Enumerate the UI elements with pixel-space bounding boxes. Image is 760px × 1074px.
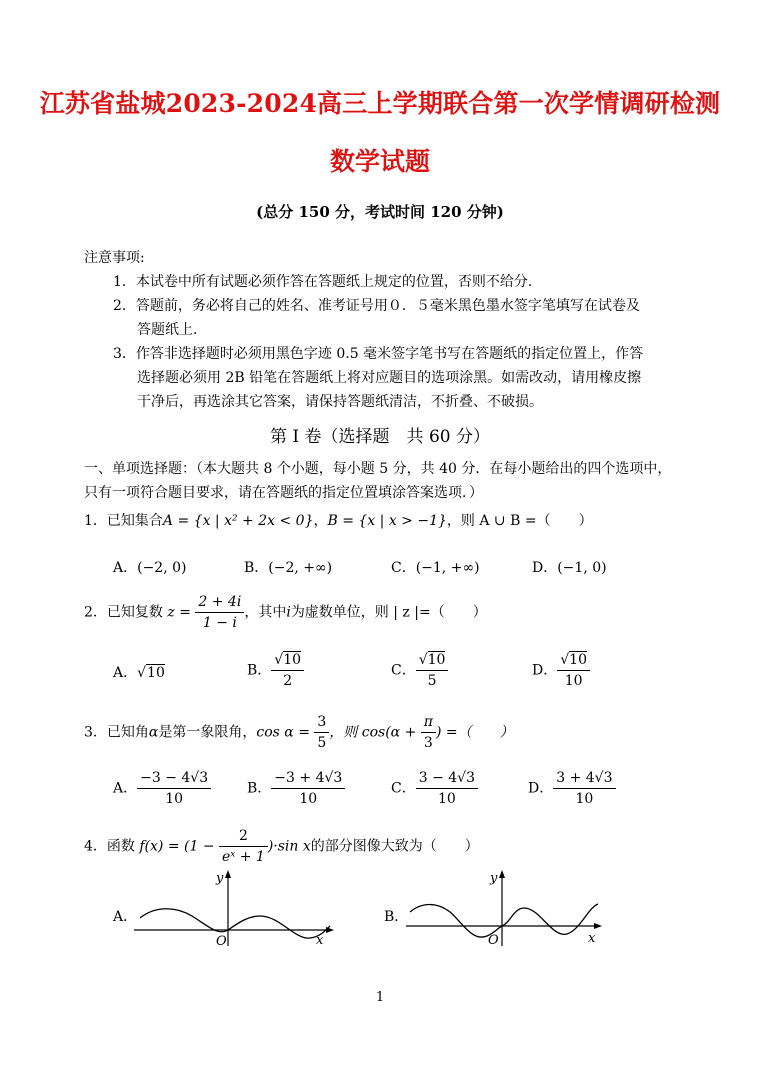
q2-option-a[interactable]: A．√10 [113, 665, 165, 681]
q3-option-a[interactable]: A． $\frac{-3 - 4√3}{10}$ [113, 768, 211, 809]
q1-option-a[interactable]: A．(−2, 0) [113, 560, 187, 576]
notice-item-1: 1．本试卷中所有试题必须作答在答题纸上规定的位置，否则不给分． [113, 274, 542, 290]
svg-text:x: x [588, 931, 596, 946]
page-number: 1 [375, 990, 385, 1005]
svg-text:O: O [216, 934, 227, 948]
question-3: 3．已知角α是第一象限角，cos α = $\frac{3}{5}$ ，则 cos(α + $\frac{\pi}{3}$ ) =（ ） [84, 714, 514, 751]
q4-option-b-label[interactable]: B． [384, 909, 409, 925]
score-and-time: (总分 150 分，考试时间 120 分钟) [256, 203, 504, 221]
q2-option-d[interactable]: D． $\frac{√10}{10}$ [532, 650, 590, 691]
q4-graph-b[interactable] [402, 868, 612, 948]
question-1: 1．已知集合A = {x | x² + 2x < 0}，B = {x | x > −1}，则 A ∪ B =（ ） [84, 513, 593, 529]
section-title: 第 I 卷（选择题 共 60 分） [270, 427, 490, 447]
q1-option-b[interactable]: B．(−2, +∞) [244, 560, 333, 576]
svg-text:x: x [316, 933, 324, 948]
q3-option-b[interactable]: B． $\frac{-3 + 4√3}{10}$ [247, 768, 345, 809]
exam-title: 江苏省盐城2023-2024高三上学期联合第一次学情调研检测 [39, 89, 721, 118]
exam-subject: 数学试题 [329, 147, 430, 176]
notice-heading: 注意事项: [84, 250, 145, 266]
q2-fraction: $\frac{2 + 4i}{1 - i}$ [195, 592, 244, 633]
notice-item-3: 3．作答非选择题时必须用黑色字迹 0.5 毫米签字笔书写在答题纸的指定位置上，作答 选择题必须用 2B 铅笔在答题纸上将对应题目的选项涂黑。如需改动，请用橡皮擦 干净后，再选涂其它答案，请保持答题纸清洁，不折叠、不破损。 [113, 346, 644, 410]
question-4: 4．函数 f(x) = (1 − $\frac{2}{\text{eˣ + 1}}$ )·sin x的部分图像大致为（ ） [84, 828, 479, 865]
q4-option-a-label[interactable]: A． [113, 909, 138, 925]
q4-graph-a[interactable] [130, 868, 340, 948]
q2-option-b[interactable]: B． $\frac{√10}{2}$ [247, 650, 304, 691]
svg-text:O: O [488, 933, 499, 948]
question-2: 2．已知复数 z = $\frac{2 + 4i}{1 - i}$ ，其中i为虚数单位，则 | z |=（ ） [84, 594, 487, 631]
q1-option-c[interactable]: C．(−1, +∞) [391, 560, 480, 576]
q3-option-d[interactable]: D． $\frac{3 + 4√3}{10}$ [528, 768, 616, 809]
notice-item-2: 2．答题前，务必将自己的姓名、准考证号用０．５毫米黑色墨水签字笔填写在试卷及 答题纸上． [113, 298, 640, 338]
q1-option-d[interactable]: D．(−1, 0) [532, 560, 607, 576]
part-heading: 一、单项选择题：（本大题共 8 个小题，每小题 5 分，共 40 分．在每小题给出的四个选项中，只有一项符合题目要求，请在答题纸的指定位置填涂答案选项．） [84, 461, 672, 501]
svg-text:y: y [216, 871, 224, 886]
svg-text:y: y [490, 871, 498, 886]
q2-option-c[interactable]: C． $\frac{√10}{5}$ [391, 650, 448, 691]
q3-option-c[interactable]: C． $\frac{3 - 4√3}{10}$ [391, 768, 478, 809]
